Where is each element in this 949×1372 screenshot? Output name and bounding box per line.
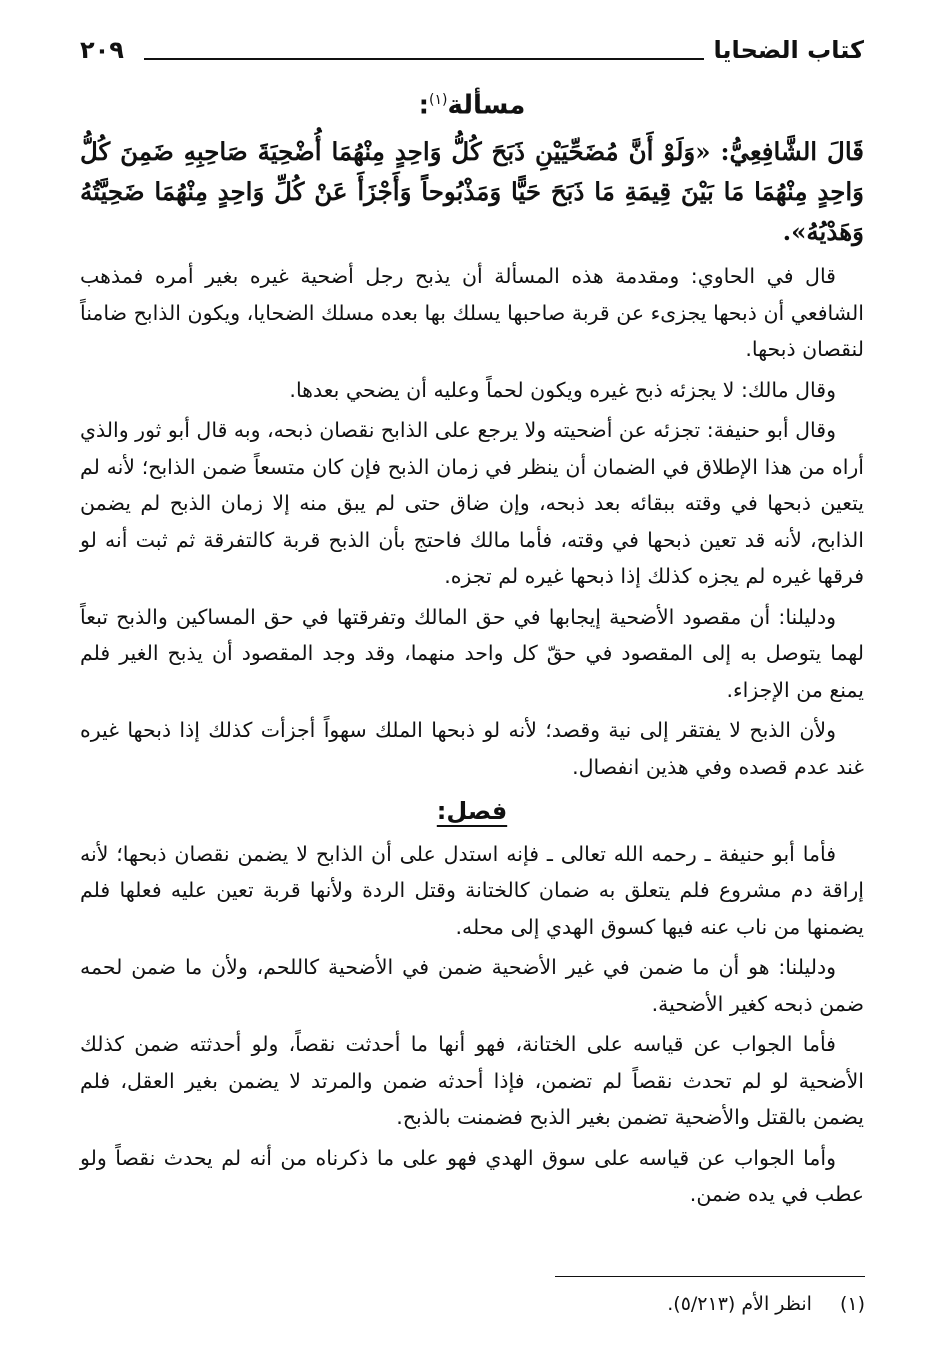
paragraph: فأما الجواب عن قياسه على الختانة، فهو أنها ما أحدثت نقصاً، ولو أحدثته ضمن كذلك الأضحية لو لم تحدث نقصاً لم تضمن، فإذا أحدثه ضمن والمرتد لا يضمن بغير العقل، فلم يضمن بالقتل والأضحية تضمن بغير الذبح فضمنت بالذبح. xyxy=(80,1032,864,1129)
page-number: ٢٠٩ xyxy=(80,36,124,64)
book-title: كتاب الضحايا xyxy=(713,36,864,64)
section-title: فصل: xyxy=(436,797,508,825)
footnote-marker: (١) xyxy=(839,1293,865,1315)
heading-footnote-ref: (١) xyxy=(429,92,448,108)
heading-colon: : xyxy=(418,90,430,121)
paragraph: ودليلنا: هو أن ما ضمن في غير الأضحية ضمن في الأضحية كاللحم، ولأن ما ضمن لحمه ضمن ذبحه كغير الأضحية. xyxy=(80,955,864,1016)
paragraph: قال في الحاوي: ومقدمة هذه المسألة أن يذبح رجل أضحية غيره بغير أمره فمذهب الشافعي أن ذبحها يجزىء عن قربة صاحبها يسلك بها بعده مسلك الضحايا، ويكون الذابح ضامناً لنقصان ذبحها. xyxy=(80,264,864,361)
running-header xyxy=(80,34,864,70)
footnote xyxy=(365,1290,865,1318)
shafii-quote: قَالَ الشَّافِعِيُّ: «وَلَوْ أَنَّ مُضَحِّيَيْنِ ذَبَحَ كُلُّ وَاحِدٍ مِنْهُمَا أُضْحِيَةَ صَاحِبِهِ ضَمِنَ كُلُّ وَاحِدٍ مِنْهُمَا مَا بَيْنَ قِيمَةِ مَا ذَبَحَ حَيًّا وَمَذْبُوحاً وَأَجْزَأَ عَنْ كُلِّ وَاحِدٍ مِنْهُمَا ضَحِيَّتُهُ وَهَدْيُهُ». xyxy=(80,137,864,246)
paragraph: ودليلنا: أن مقصود الأضحية إيجابها في حق المالك وتفرقتها في حق المساكين والذبح تبعاً لهما يتوصل به إلى المقصود في حقّ كل واحد منهما، وقد وجد المقصود أن يذبح الغير فلم يمنع من الإجزاء. xyxy=(80,604,864,702)
paragraph: وقال أبو حنيفة: تجزئه عن أضحيته ولا يرجع على الذابح نقصان ذبحه، وبه قال أبو ثور والذي أراه من هذا الإطلاق في الضمان أن ينظر في زمان الذبح فإن كان متسعاً ضمن الذابح؛ لأنه لم يتعين ذبحها في وقته ببقائه بعد ذبحه، وإن ضاق حتى لم يبق منه إلا زمان الذبح لم يضمن الذابح، لأنه قد تعين ذبحها في وقته، فأما مالك فاحتج بأن الذبح قربة كالتفرقة ثم ثبت أنه لو فرقها غيره لم يجزه كذلك إذا ذبحها غيره لم تجزه. xyxy=(80,418,864,588)
issue-heading xyxy=(80,80,864,126)
footnote-rule xyxy=(555,1276,865,1277)
paragraph: وأما الجواب عن قياسه على سوق الهدي فهو على ما ذكرناه من أنه لم يحدث نقصاً ولو عطب في يده ضمن. xyxy=(80,1145,864,1206)
header-rule xyxy=(144,58,704,60)
footnote-text: انظر الأم (٥/٢١٣). xyxy=(667,1293,812,1315)
issue-heading-text: مسألة xyxy=(447,90,526,121)
paragraph: وقال مالك: لا يجزئه ذبح غيره ويكون لحماً وعليه أن يضحي بعدها. xyxy=(289,377,836,402)
paragraph: فأما أبو حنيفة ـ رحمه الله تعالى ـ فإنه استدل على أن الذابح لا يضمن نقصان ذبحها؛ لأنه إراقة دم مشروع فلم يتعلق به ضمان كالختانة وقتل الردة ولأنها قربة تعين عليه فعلها فلم يضمنها من ناب عنه فيها كسوق الهدي إلى محله. xyxy=(80,841,864,939)
main-text xyxy=(80,258,864,1217)
paragraph: ولأن الذبح لا يفتقر إلى نية وقصد؛ لأنه لو ذبحها الملك سهواً أجزأت كذلك إذا ذبحها غيره غند عدم قصده وفي هذين انفصال. xyxy=(80,718,864,779)
